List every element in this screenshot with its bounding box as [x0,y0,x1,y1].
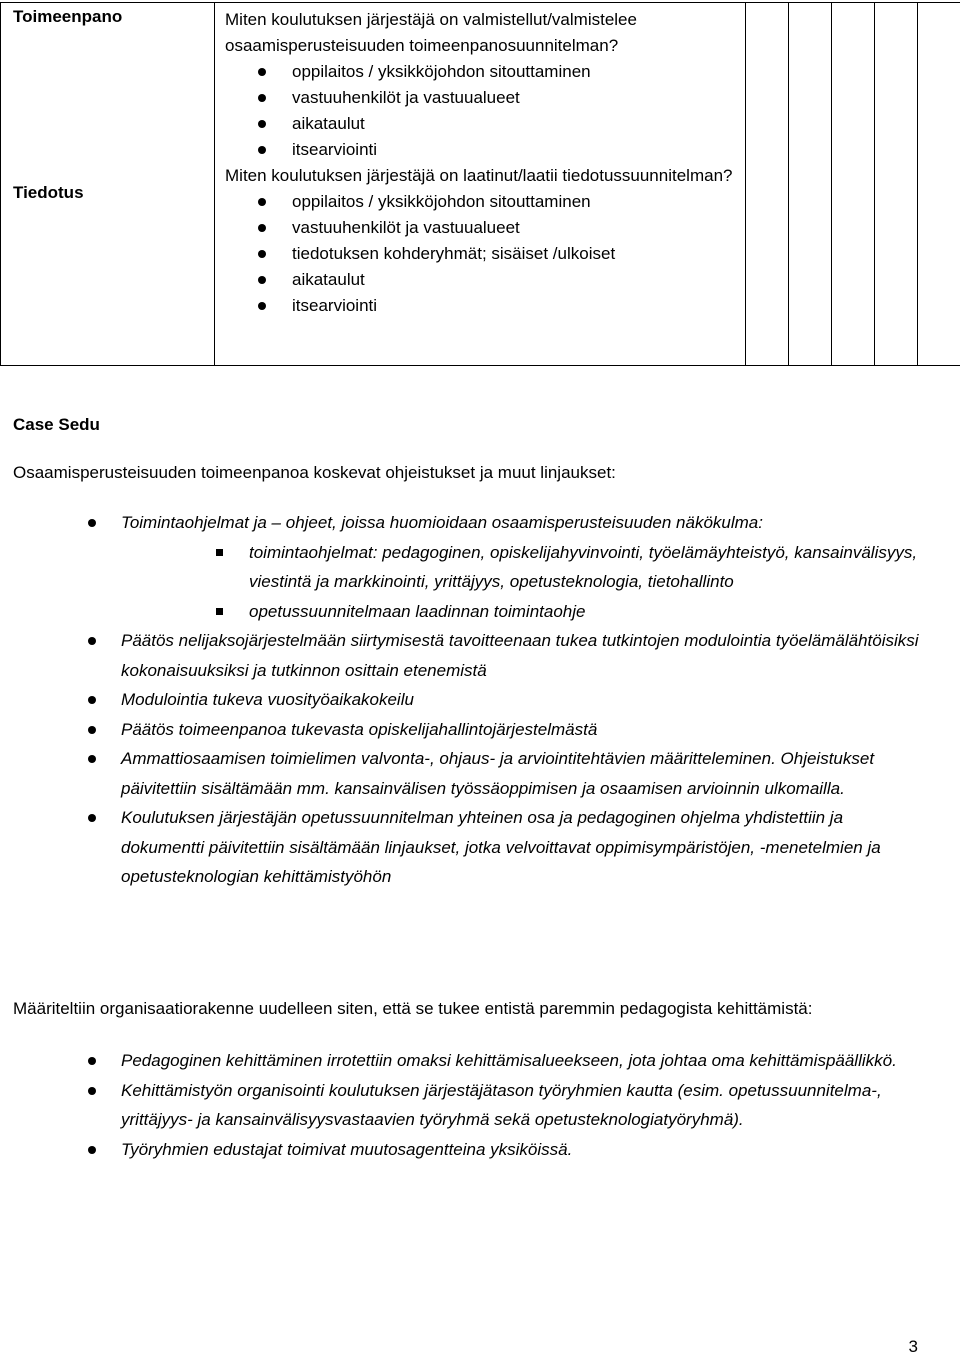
org-bullet-list [0,1046,930,1164]
page-number: 3 [908,1337,918,1356]
case-bullet-list [0,508,930,892]
list-item: tiedotuksen kohderyhmät; sisäiset /ulkoiset [225,241,745,267]
sub-list-item: opetussuunnitelmaan laadinnan toimintaohje [121,597,930,627]
question-implementation: Miten koulutuksen järjestäjä on valmistellut/valmistelee osaamisperusteisuuden toimeenpanosuunnitelman? [225,10,637,55]
case-heading: Case Sedu [13,415,100,434]
list-item [0,508,930,626]
list-item: Pedagoginen kehittäminen irrotettiin omaksi kehittämisalueekseen, jota johtaa oma kehittämispäällikkö. [0,1046,930,1076]
list-item: vastuuhenkilöt ja vastuualueet [225,85,745,111]
table-row [1,3,960,366]
question-communication: Miten koulutuksen järjestäjä on laatinut/laatii tiedotussuunnitelman? [225,166,733,185]
empty-cell [789,3,832,366]
list-item: Ammattiosaamisen toimielimen valvonta-, ohjaus- ja arviointitehtävien määritteleminen. Ohjeistukset päivitettiin sisältämään mm. kansainvälisen työssäoppimisen ja osaamisen arvioinnin ulkomailla. [0,744,930,803]
empty-cell [746,3,789,366]
list-item-text: Toimintaohjelmat ja – ohjeet, joissa huomioidaan osaamisperusteisuuden näkökulma: [121,513,763,532]
communication-list [225,189,745,319]
plan-table [0,2,960,366]
list-item: Koulutuksen järjestäjän opetussuunnitelman yhteinen osa ja pedagoginen ohjelma yhdistettiin ja dokumentti päivitettiin sisältämään linjaukset, jotka velvoittavat oppimisympäristöjen, -menetelmien ja opetusteknologian kehittämistyöhön [0,803,930,892]
implementation-list [225,59,745,163]
list-item: Kehittämistyön organisointi koulutuksen järjestäjätason työryhmien kautta (esim. opetussuunnitelma-, yrittäjyys- ja kansainvälisyysvastaavien työryhmä sekä opetusteknologiatyöryhmä). [0,1076,930,1135]
empty-cell [832,3,875,366]
list-item: Päätös nelijaksojärjestelmään siirtymisestä tavoitteenaan tukea tutkintojen modulointia työelämälähtöisiksi kokonaisuuksiksi ja tutkinnon osittain etenemistä [0,626,930,685]
list-item: aikataulut [225,111,745,137]
empty-cell [875,3,918,366]
sub-bullet-list [121,538,930,627]
label-toimeenpano: Toimeenpano [13,7,123,26]
list-item: Päätös toimeenpanoa tukevasta opiskelijahallintojärjestelmästä [0,715,930,745]
label-tiedotus: Tiedotus [13,183,84,202]
list-item: aikataulut [225,267,745,293]
list-item: oppilaitos / yksikköjohdon sitouttaminen [225,189,745,215]
org-intro: Määriteltiin organisaatiorakenne uudelleen siten, että se tukee entistä paremmin pedagogista kehittämistä: [13,999,813,1018]
label-cell [1,3,215,366]
list-item: itsearviointi [225,293,745,319]
list-item: oppilaitos / yksikköjohdon sitouttaminen [225,59,745,85]
empty-cell [918,3,960,366]
case-intro: Osaamisperusteisuuden toimeenpanoa koskevat ohjeistukset ja muut linjaukset: [13,463,616,482]
content-cell [215,3,746,366]
list-item: itsearviointi [225,137,745,163]
list-item: vastuuhenkilöt ja vastuualueet [225,215,745,241]
list-item: Työryhmien edustajat toimivat muutosagentteina yksiköissä. [0,1135,930,1165]
sub-list-item: toimintaohjelmat: pedagoginen, opiskelijahyvinvointi, työelämäyhteistyö, kansainvälisyys, viestintä ja markkinointi, yrittäjyys, opetusteknologia, tietohallinto [121,538,930,597]
list-item: Modulointia tukeva vuosityöaikakokeilu [0,685,930,715]
